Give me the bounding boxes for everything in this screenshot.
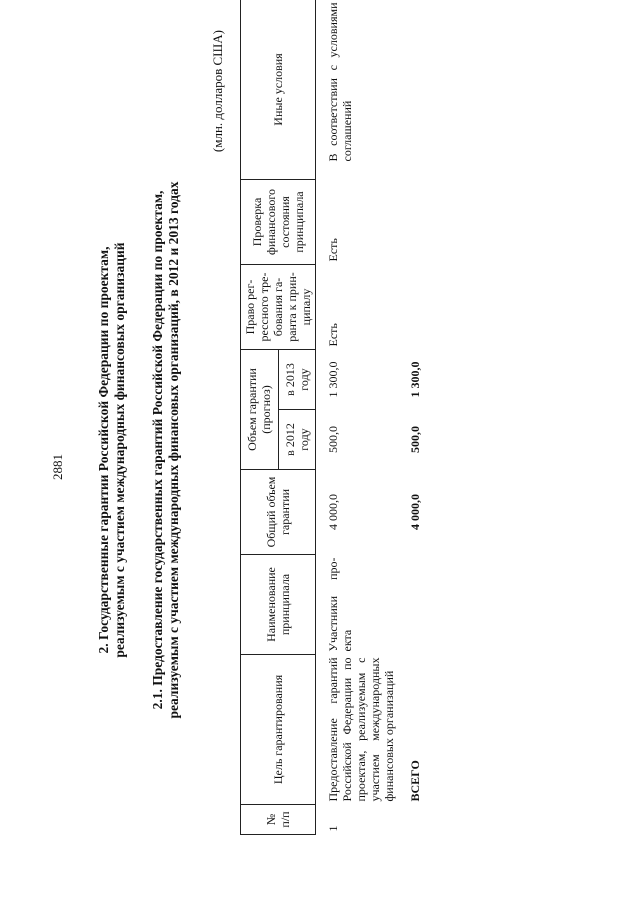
header-num: № п/п — [241, 805, 316, 835]
header-principal: Наименование принципала — [241, 555, 316, 655]
row-other-conditions: В соответствии с условиями соглашений — [326, 2, 354, 162]
header-total-volume: Общий объем гарантии — [241, 470, 316, 555]
row-volume-2012: 500,0 — [326, 426, 340, 453]
total-volume-2012: 500,0 — [408, 426, 422, 453]
section-title — [96, 0, 128, 900]
row-principal: Участники проекта — [326, 557, 354, 652]
section-title-line-2: реализуемым с участием международных финансовых организаций — [112, 242, 127, 658]
row-financial-check: Есть — [326, 238, 340, 262]
total-label: ВСЕГО — [408, 760, 422, 802]
header-other-conditions: Иные условия — [241, 0, 316, 180]
subsection-title-line-1: 2.1. Предоставление государственных гарантий Российской Федерации по проектам, — [150, 190, 165, 710]
header-year-2012: в 2012 году — [278, 410, 316, 470]
header-financial-check: Проверка финансового состояния принципала — [241, 180, 316, 265]
row-total-volume: 4 000,0 — [326, 494, 340, 530]
header-forecast-volume: Объем гарантии (прогноз) — [241, 350, 279, 470]
subsection-title-line-2: реализуемым с участием международных финансовых организаций, в 2012 и 2013 годах — [166, 181, 181, 719]
table-row — [324, 0, 398, 835]
header-regress-right: Право регрессного требования гаранта к принципалу — [241, 265, 316, 350]
header-row — [241, 0, 279, 835]
subsection-title — [150, 0, 182, 900]
header-purpose: Цель гарантирования — [241, 655, 316, 805]
total-volume: 4 000,0 — [408, 494, 422, 530]
row-regress-right: Есть — [326, 323, 340, 347]
row-volume-2013: 1 300,0 — [326, 361, 340, 398]
page-number: 2881 — [50, 454, 65, 480]
row-num: 1 — [326, 825, 340, 832]
total-volume-2013: 1 300,0 — [408, 361, 422, 398]
section-title-line-1: 2. Государственные гарантии Российской Федерации по проектам, — [96, 246, 111, 654]
total-row — [406, 0, 424, 835]
guarantees-table — [240, 0, 424, 835]
row-purpose: Предоставление гарантий Российской Федерации по проектам, реализуемым с участием международных финансовых организаций — [326, 657, 396, 802]
units-note: (млн. долларов США) — [210, 30, 225, 153]
header-year-2013: в 2013 году — [278, 350, 316, 410]
